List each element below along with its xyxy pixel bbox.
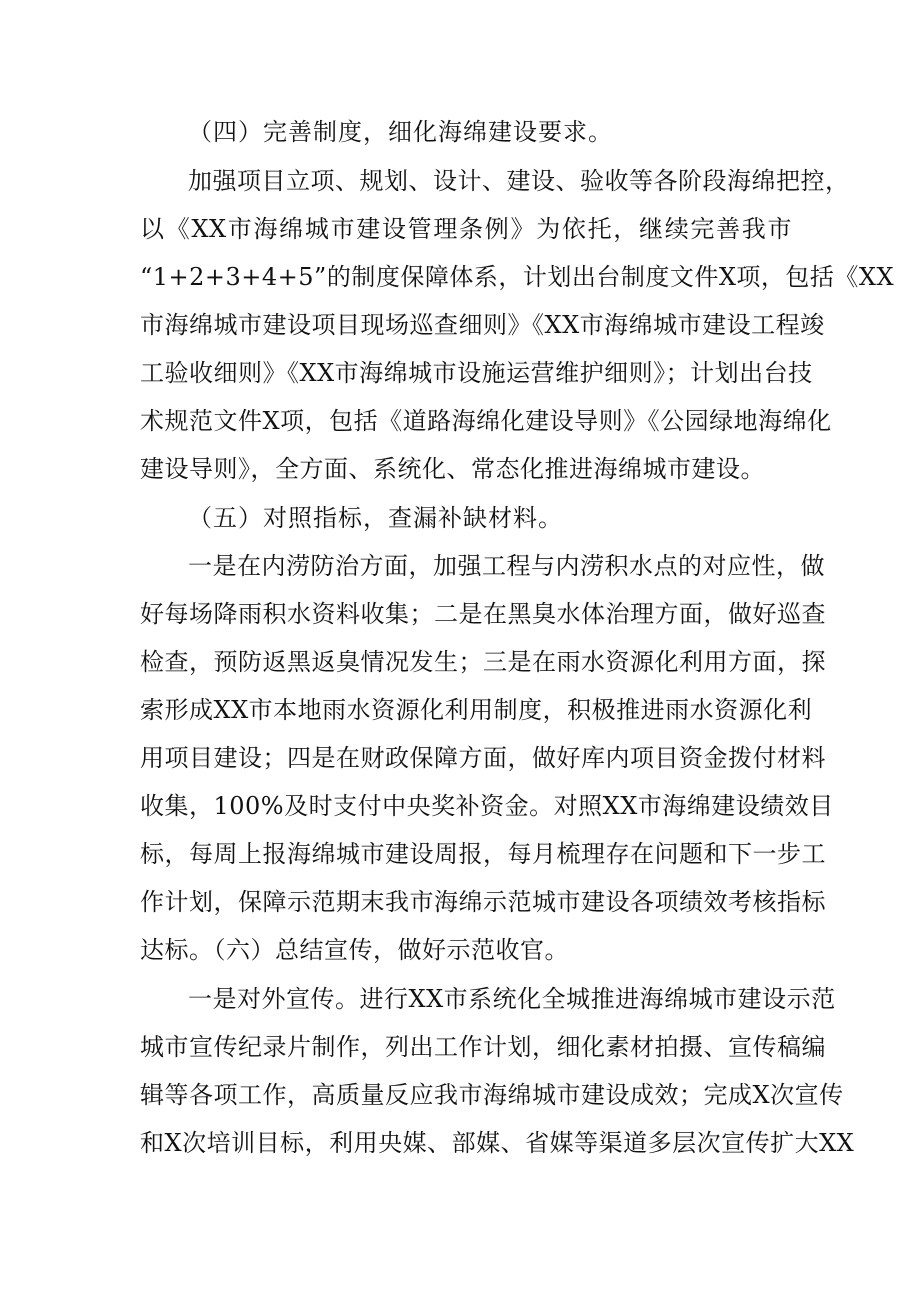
paragraph-line: 一是在内涝防治方面，加强工程与内涝积水点的对应性，做 [188,552,825,580]
section-heading-4: （四）完善制度，细化海绵建设要求。 [188,118,613,146]
paragraph-line: 用项目建设；四是在财政保障方面，做好库内项目资金拨付材料 [140,744,826,772]
paragraph-line: 索形成XX市本地雨水资源化利用制度，积极推进雨水资源化利 [140,696,813,724]
paragraph-line: 建设导则》，全方面、系统化、常态化推进海绵城市建设。 [140,455,765,483]
paragraph-line: 辑等各项工作，高质量反应我市海绵城市建设成效；完成X次宣传 [140,1081,844,1109]
paragraph-line: 标，每周上报海绵城市建设周报，每月梳理存在问题和下一步工 [140,840,826,868]
paragraph-line: 市海绵城市建设项目现场巡查细则》《XX市海绵城市建设工程竣 [140,311,825,339]
paragraph-line: 和X次培训目标，利用央媒、部媒、省媒等渠道多层次宣传扩大XX [140,1129,855,1157]
paragraph-line: 一是对外宣传。进行XX市系统化全城推进海绵城市建设示范 [188,985,836,1013]
paragraph-line: 达标。（六）总结宣传，做好示范收官。 [140,936,569,964]
paragraph-line: “1+2+3+4+5”的制度保障体系，计划出台制度文件X项，包括《XX [140,263,895,291]
paragraph-line: 术规范文件X项，包括《道路海绵化建设导则》《公园绿地海绵化 [140,407,832,435]
paragraph-line: 以《XX市海绵城市建设管理条例》为依托，继续完善我市 [140,215,792,243]
paragraph-line: 作计划，保障示范期末我市海绵示范城市建设各项绩效考核指标 [140,888,826,916]
paragraph-line: 好每场降雨积水资料收集；二是在黑臭水体治理方面，做好巡查 [140,600,826,628]
paragraph-line: 工验收细则》《XX市海绵城市设施运营维护细则》；计划出台技 [140,359,813,387]
paragraph-line: 城市宣传纪录片制作，列出工作计划，细化素材拍摄、宣传稿编 [140,1033,826,1061]
paragraph-line: 收集，100%及时支付中央奖补资金。对照XX市海绵建设绩效目 [140,792,834,820]
paragraph-line: 加强项目立项、规划、设计、建设、验收等各阶段海绵把控， [188,167,850,195]
paragraph-line: 检查，预防返黑返臭情况发生；三是在雨水资源化利用方面，探 [140,648,826,676]
section-heading-5: （五）对照指标，查漏补缺材料。 [188,504,563,532]
